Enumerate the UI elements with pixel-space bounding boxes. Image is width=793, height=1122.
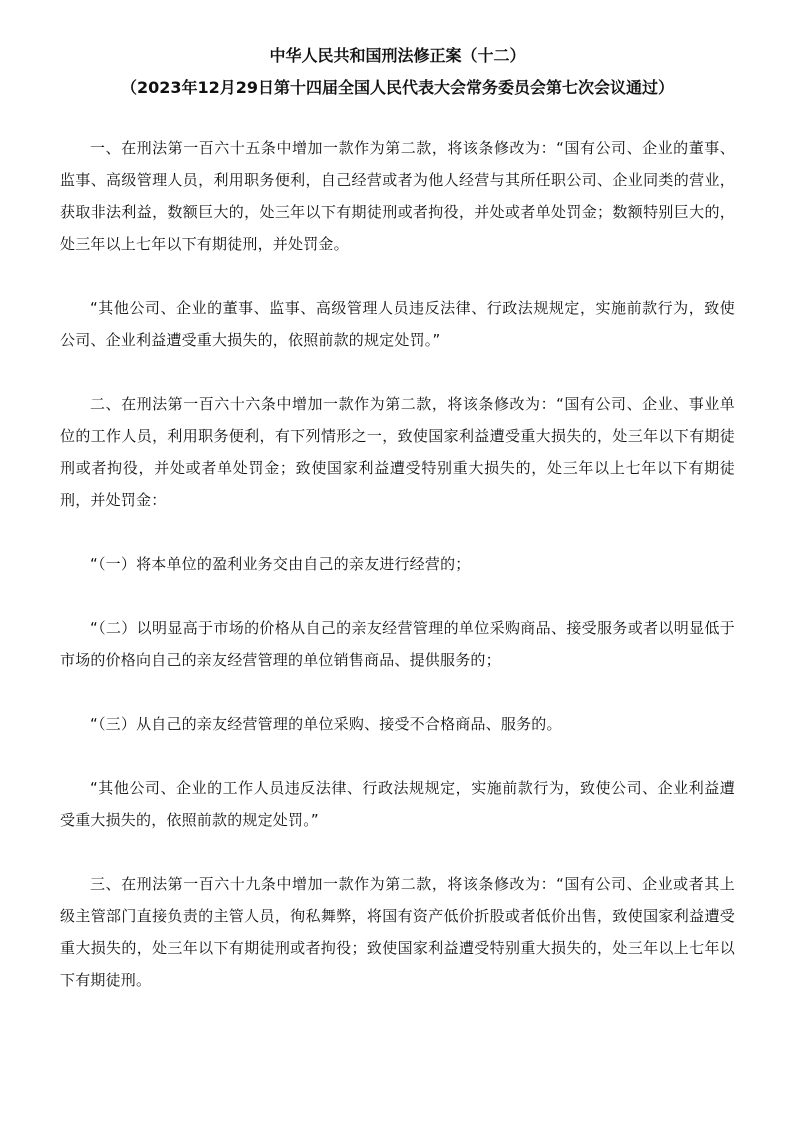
paragraph-article-2-clause-2: “其他公司、企业的工作人员违反法律、行政法规规定，实施前款行为，致使公司、企业利益遭受重大损失的，依照前款的规定处罚。” bbox=[60, 779, 735, 829]
paragraph-article-2-item-3: “（三）从自己的亲友经营管理的单位采购、接受不合格商品、服务的。 bbox=[90, 715, 562, 733]
document-body bbox=[60, 132, 735, 996]
paragraph-article-1-clause-2: “其他公司、企业的董事、监事、高级管理人员违反法律、行政法规规定，实施前款行为，致使公司、企业利益遭受重大损失的，依照前款的规定处罚。” bbox=[60, 299, 735, 349]
title-main: 中华人民共和国刑法修正案（十二） bbox=[269, 46, 526, 65]
paragraph-article-3: 三、在刑法第一百六十九条中增加一款作为第二款，将该条修改为：“国有公司、企业或者其上级主管部门直接负责的主管人员，徇私舞弊，将国有资产低价折股或者低价出售，致使国家利益遭受重大损失的，处三年以下有期徒刑或者拘役；致使国家利益遭受特别重大损失的，处三年以上七年以下有期徒刑。 bbox=[60, 875, 735, 989]
title-subtitle: （2023年12月29日第十四届全国人民代表大会常务委员会第七次会议通过） bbox=[120, 78, 675, 97]
paragraph-article-2-item-1: “（一）将本单位的盈利业务交由自己的亲友进行经营的； bbox=[90, 555, 471, 573]
paragraph-article-2: 二、在刑法第一百六十六条中增加一款作为第二款，将该条修改为：“国有公司、企业、事业单位的工作人员，利用职务便利，有下列情形之一，致使国家利益遭受重大损失的，处三年以下有期徒刑或者拘役，并处或者单处罚金；致使国家利益遭受特别重大损失的，处三年以上七年以下有期徒刑，并处罚金： bbox=[60, 395, 735, 509]
document-title bbox=[60, 40, 735, 104]
paragraph-article-1: 一、在刑法第一百六十五条中增加一款作为第二款，将该条修改为：“国有公司、企业的董事、监事、高级管理人员，利用职务便利，自己经营或者为他人经营与其所任职公司、企业同类的营业，获取非法利益，数额巨大的，处三年以下有期徒刑或者拘役，并处或者单处罚金；数额特别巨大的，处三年以上七年以下有期徒刑，并处罚金。 bbox=[60, 139, 735, 253]
paragraph-article-2-item-2: “（二）以明显高于市场的价格从自己的亲友经营管理的单位采购商品、接受服务或者以明显低于市场的价格向自己的亲友经营管理的单位销售商品、提供服务的； bbox=[60, 619, 735, 669]
